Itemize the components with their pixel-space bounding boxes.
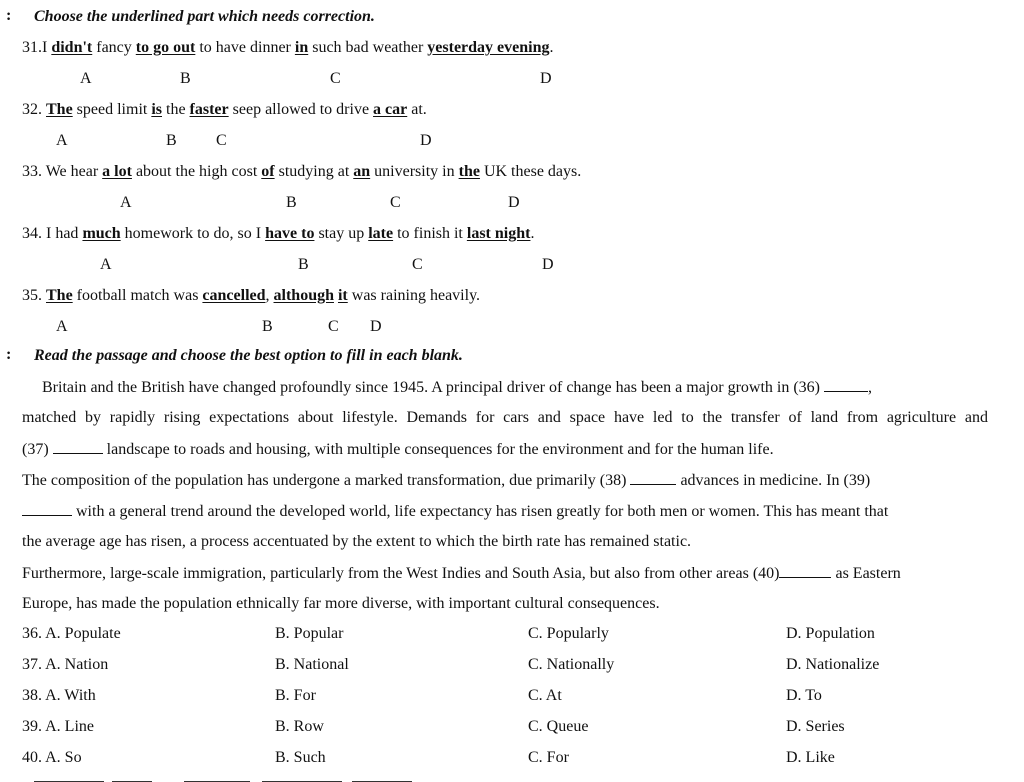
text: at.: [407, 101, 427, 118]
underlined-b: have to: [265, 225, 315, 242]
underlined-a: much: [82, 225, 121, 242]
passage-line: [42, 377, 872, 398]
letter-d: D: [420, 132, 432, 149]
underlined-c: although: [273, 287, 334, 304]
underlined-b: to go out: [135, 39, 196, 56]
underlined-c: late: [368, 225, 394, 242]
passage-line: Europe, has made the population ethnically far more diverse, with important cultural consequences.: [22, 595, 660, 612]
blank-40: [779, 563, 831, 578]
letter-a: A: [100, 256, 112, 273]
text: I: [42, 39, 52, 56]
question-34: [22, 224, 534, 244]
question-number: 31.: [22, 39, 42, 56]
text: as Eastern: [835, 565, 901, 582]
underlined-d: the: [458, 163, 480, 180]
blank-38: [630, 470, 676, 485]
passage-line: matched by rapidly rising expectations about lifestyle. Demands for cars and space have led to the transfer of land from agriculture and: [22, 409, 988, 426]
text: studying at: [274, 163, 354, 180]
option-a: 36. A. Populate: [22, 625, 121, 642]
blank-37: [53, 439, 103, 454]
text: ,: [265, 287, 274, 304]
passage-line: [22, 501, 888, 522]
text: Britain and the British have changed profoundly since 1945. A principal driver of change has been a major growth in (36): [42, 379, 821, 396]
text: about the high cost: [131, 163, 262, 180]
option-c: C. Nationally: [528, 656, 615, 673]
underlined-b: is: [151, 101, 162, 118]
letter-d: D: [508, 194, 520, 211]
text: with a general trend around the developed world, life expectancy has risen greatly for both men or women. This has meant that: [76, 503, 889, 520]
letter-d: D: [540, 70, 552, 87]
question-31: [22, 38, 553, 58]
option-a: 38. A. With: [22, 687, 96, 704]
letter-b: B: [286, 194, 297, 211]
underlined-a: a lot: [102, 163, 132, 180]
letter-b: B: [166, 132, 177, 149]
text: football match was: [72, 287, 203, 304]
option-b: B. Such: [275, 749, 326, 766]
letter-a: A: [80, 70, 92, 87]
letter-a: A: [120, 194, 132, 211]
letter-c: C: [216, 132, 227, 149]
option-b: B. Row: [275, 718, 324, 735]
text: to have dinner: [195, 39, 295, 56]
section-marker: :: [6, 346, 12, 363]
letter-c: C: [412, 256, 423, 273]
text: ,: [868, 379, 873, 396]
text: I had: [46, 225, 83, 242]
blank-36: [824, 377, 868, 392]
option-d: D. To: [786, 687, 822, 704]
text: We hear: [45, 163, 103, 180]
passage-line: the average age has risen, a process accentuated by the extent to which the birth rate has remained static.: [22, 533, 692, 550]
section-heading: Choose the underlined part which needs correction.: [34, 8, 375, 25]
option-a: 37. A. Nation: [22, 656, 109, 673]
option-d: D. Nationalize: [786, 656, 880, 673]
option-d: D. Like: [786, 749, 835, 766]
passage-line: [22, 563, 901, 584]
text: homework to do, so I: [120, 225, 266, 242]
underlined-a: The: [46, 101, 73, 118]
underlined-b: cancelled: [202, 287, 266, 304]
underlined-c: an: [353, 163, 371, 180]
cut-off-line: [0, 772, 1024, 782]
option-c: C. For: [528, 749, 569, 766]
underlined-b: of: [261, 163, 275, 180]
option-b: B. National: [275, 656, 349, 673]
option-b: B. For: [275, 687, 316, 704]
underlined-c: in: [294, 39, 309, 56]
letter-c: C: [330, 70, 341, 87]
underlined-d: it: [337, 287, 348, 304]
text: Furthermore, large-scale immigration, particularly from the West Indies and South Asia, but also from other areas (40): [22, 565, 780, 582]
letter-c: C: [390, 194, 401, 211]
underlined-d: a car: [373, 101, 408, 118]
option-a: 39. A. Line: [22, 718, 94, 735]
text: landscape to roads and housing, with multiple consequences for the environment and for the human life.: [106, 441, 774, 458]
text: UK these days.: [479, 163, 582, 180]
question-33: [22, 162, 581, 182]
letter-b: B: [262, 318, 273, 335]
option-c: C. Queue: [528, 718, 589, 735]
option-a: 40. A. So: [22, 749, 82, 766]
text: The composition of the population has undergone a marked transformation, due primarily (38): [22, 472, 627, 489]
option-d: D. Series: [786, 718, 845, 735]
text: stay up: [314, 225, 369, 242]
option-c: C. At: [528, 687, 562, 704]
text: advances in medicine. In (39): [680, 472, 871, 489]
question-35: [22, 286, 480, 306]
text: (37): [22, 441, 49, 458]
underlined-c: faster: [189, 101, 229, 118]
text: university in: [370, 163, 459, 180]
text: .: [549, 39, 554, 56]
letter-a: A: [56, 318, 68, 335]
option-d: D. Population: [786, 625, 875, 642]
blank-39: [22, 501, 72, 516]
letter-d: D: [542, 256, 554, 273]
question-number: 33.: [22, 163, 42, 180]
text: the: [162, 101, 190, 118]
text: .: [530, 225, 535, 242]
passage-line: [22, 439, 774, 460]
section-heading: Read the passage and choose the best option to fill in each blank.: [34, 347, 463, 364]
underlined-d: last night: [466, 225, 531, 242]
text: speed limit: [72, 101, 152, 118]
question-number: 32.: [22, 101, 42, 118]
text: was raining heavily.: [347, 287, 481, 304]
text: seep allowed to drive: [228, 101, 374, 118]
text: such bad weather: [308, 39, 428, 56]
cut-off-text-fragment: [0, 775, 1024, 782]
question-32: [22, 100, 427, 120]
underlined-a: didn't: [51, 39, 93, 56]
letter-a: A: [56, 132, 68, 149]
underlined-d: yesterday evening: [427, 39, 550, 56]
option-b: B. Popular: [275, 625, 344, 642]
option-c: C. Popularly: [528, 625, 609, 642]
question-number: 34.: [22, 225, 42, 242]
text: to finish it: [393, 225, 467, 242]
section-marker: :: [6, 7, 12, 24]
letter-d: D: [370, 318, 382, 335]
letter-c: C: [328, 318, 339, 335]
letter-b: B: [180, 70, 191, 87]
passage-line: [22, 470, 870, 491]
text: fancy: [92, 39, 136, 56]
question-number: 35.: [22, 287, 42, 304]
letter-b: B: [298, 256, 309, 273]
underlined-a: The: [46, 287, 73, 304]
